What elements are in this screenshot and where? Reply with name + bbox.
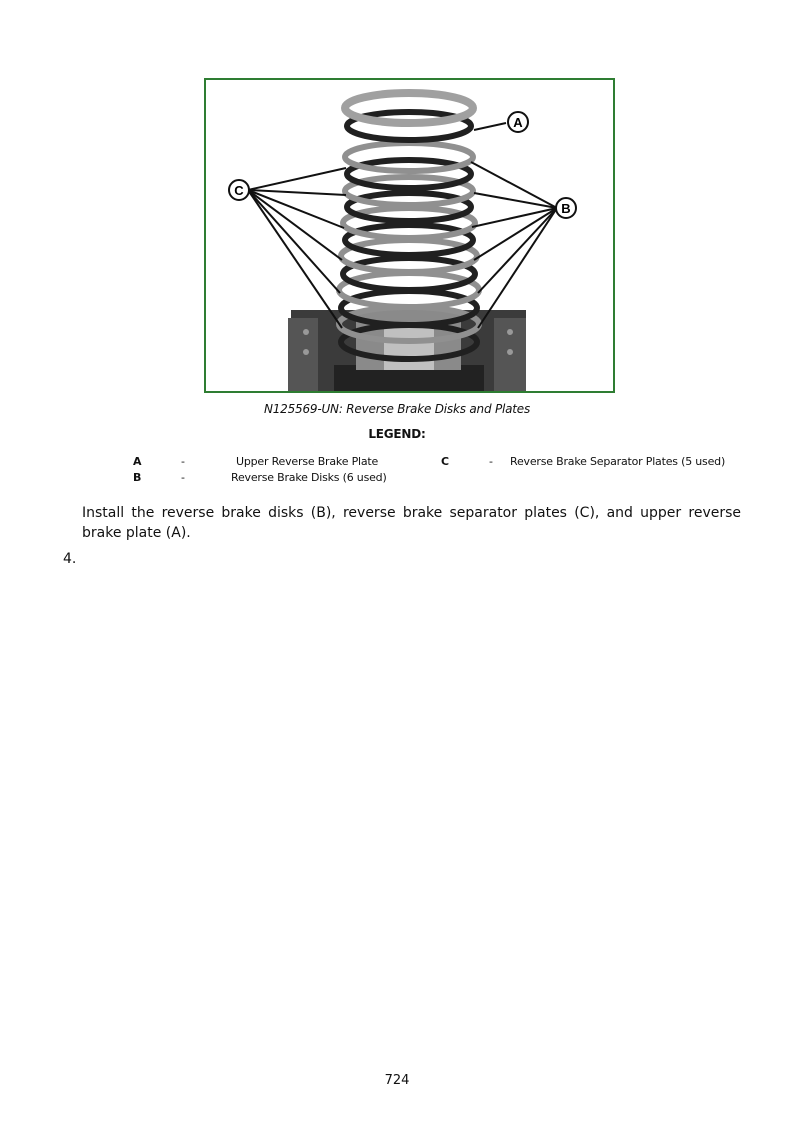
callout-b xyxy=(556,198,576,218)
legend-key-c: C xyxy=(441,455,449,468)
figure-illustration xyxy=(204,78,615,393)
legend-dash-a: - xyxy=(181,455,185,468)
legend-text-c: Reverse Brake Separator Plates (5 used) xyxy=(510,455,726,468)
legend-text-b: Reverse Brake Disks (6 used) xyxy=(231,471,387,484)
legend-title: LEGEND: xyxy=(368,427,426,441)
svg-text:B: B xyxy=(561,201,571,216)
svg-text:A: A xyxy=(513,115,523,130)
legend-dash-b: - xyxy=(181,471,185,484)
legend-key-a: A xyxy=(133,455,142,468)
legend-key-b: B xyxy=(133,471,142,484)
housing-left-bracket xyxy=(288,318,318,391)
svg-text:C: C xyxy=(234,183,244,198)
legend-text-a: Upper Reverse Brake Plate xyxy=(236,455,379,468)
step-number: 4. xyxy=(63,551,77,567)
callout-a xyxy=(508,112,528,132)
callout-c xyxy=(229,180,249,200)
instruction-paragraph: Install the reverse brake disks (B), reverse brake separator plates (C), and upper reverse brake plate (A). xyxy=(82,505,741,541)
brake-stack-illustration xyxy=(206,80,613,391)
page-number: 724 xyxy=(384,1073,410,1088)
figure-caption: N125569-UN: Reverse Brake Disks and Plates xyxy=(263,402,531,416)
legend-dash-c: - xyxy=(489,455,493,468)
